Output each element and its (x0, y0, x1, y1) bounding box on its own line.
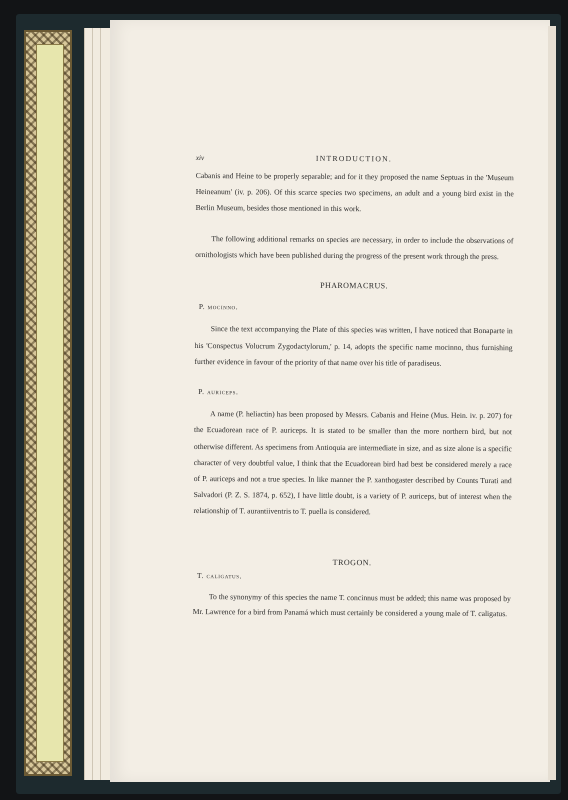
section-title-trogon: TROGON. (332, 557, 372, 567)
running-head: INTRODUCTION. (315, 153, 393, 164)
species-heading-auriceps: P. auriceps. (198, 387, 239, 397)
species-heading-caligatus: T. caligatus. (196, 570, 243, 581)
paragraph-mocinno: Since the text accompanying the Plate of this species was written, I have noticed that Bonaparte in his 'Conspectus Volucrum Zygodactylorum,' p. 14, adopts the specific name mocinno, thus furnishing further evidence in favour of the priority of that name over his title of paradiseus. (194, 324, 513, 368)
section-title-pharomacrus: PHAROMACRUS. (320, 280, 388, 291)
endpaper-panel (36, 44, 64, 762)
paragraph-cabanis: Cabanis and Heine to be properly separable; and for it they proposed the name Septuas in the 'Museum Heineanum' (iv. p. 206). Of this scarce species two specimens, an adult and a young bird exist in the Berlin Museum, besides those mentioned in this work. (195, 170, 514, 214)
page-content (193, 150, 514, 621)
paragraph-additional-remarks: The following additional remarks on species are necessary, in order to include the observations of ornithologists which have been published during the progress of the present work through the press. (195, 233, 514, 261)
page-header (196, 150, 514, 170)
species-heading-mocinno: P. mocinno. (198, 302, 239, 312)
page-right-edge (548, 26, 556, 780)
paragraph-caligatus: To the synonymy of this species the name T. concinnus must be added; this name was proposed by Mr. Lawrence for a bird from Panamá which must certainly be considered a young male of T. caligatus. (192, 592, 511, 618)
page-number: xiv (195, 153, 205, 163)
paragraph-auriceps: A name (P. heliactin) has been proposed by Messrs. Cabanis and Heine (Mus. Hein. iv. p. 207) for the Ecuadorean race of P. auriceps. It is stated to be smaller than the more northern bird, but not otherwise different. As specimens from Antioquia are intermediate in size, and as size alone is a specific character of very doubtful value, I think that the Ecuadorean bird had best be considered merely a race of P. auriceps and not a true species. In like manner the P. xanthogaster described by Counts Turati and Salvadori (P. Z. S. 1874, p. 652), I have little doubt, is a variety of P. auriceps, but of interest when the relationship of T. aurantiiventris to T. puella is considered. (193, 409, 513, 517)
